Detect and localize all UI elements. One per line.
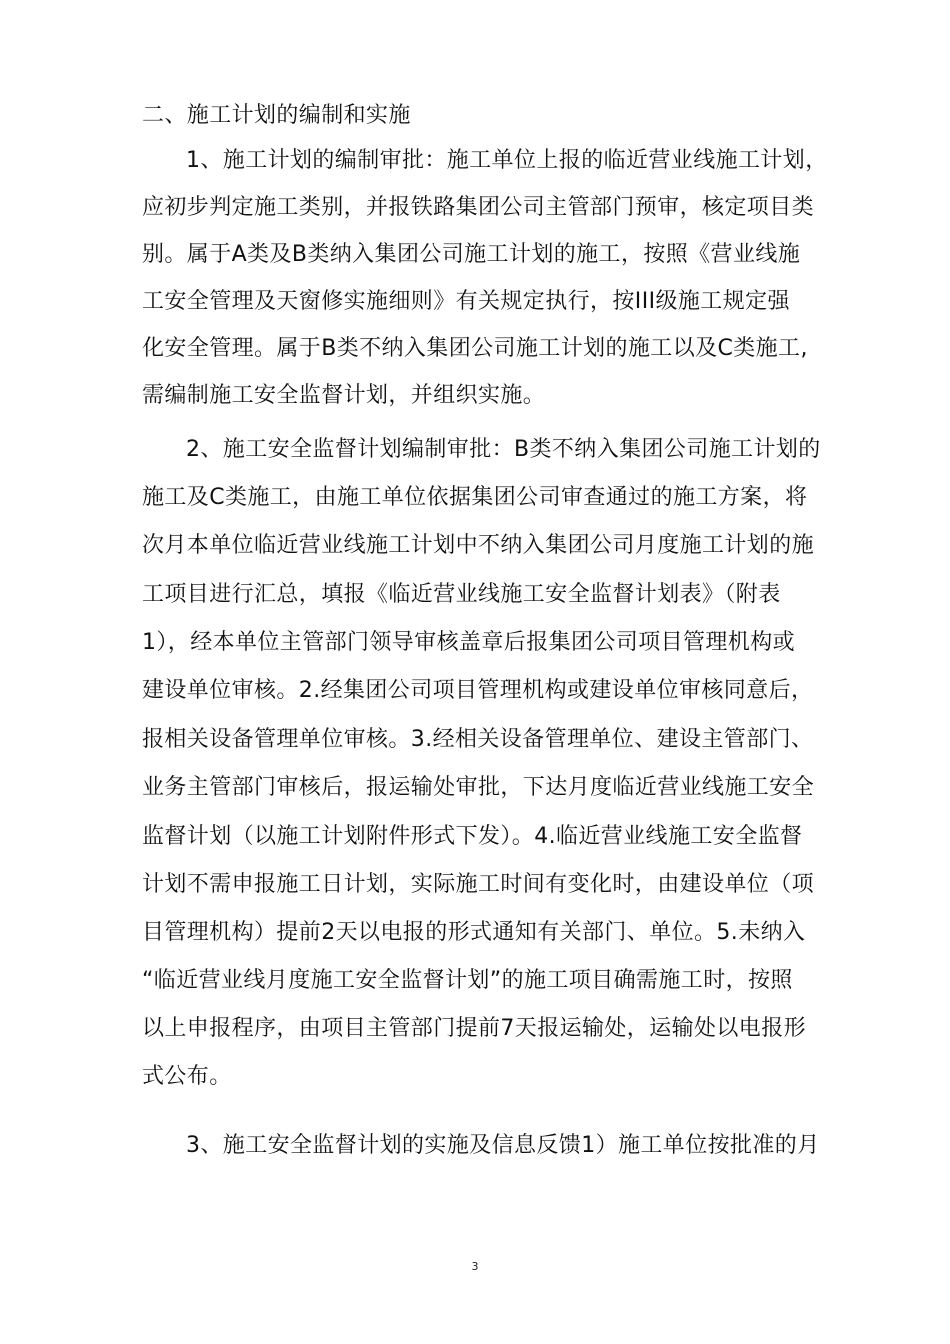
text-line: 目管理机构）提前2天以电报的形式通知有关部门、单位。5.未纳入 xyxy=(142,920,806,945)
section-heading: 二、施工计划的编制和实施 xyxy=(142,103,411,128)
text-line: 工项目进行汇总，填报《临近营业线施工安全监督计划表》（附表 xyxy=(142,582,781,607)
text-line: 化安全管理。属于B类不纳入集团公司施工计划的施工以及C类施工, xyxy=(142,336,808,361)
text-line: 业务主管部门审核后，报运输处审批，下达月度临近营业线施工安全 xyxy=(142,775,815,800)
text-line: 1），经本单位主管部门领导审核盖章后报集团公司项目管理机构或 xyxy=(142,630,795,655)
text-line: “临近营业线月度施工安全监督计划”的施工项目确需施工时，按照 xyxy=(142,968,793,993)
text-line: 别。属于A类及B类纳入集团公司施工计划的施工，按照《营业线施 xyxy=(142,242,801,267)
text-line: 报相关设备管理单位审核。3.经相关设备管理单位、建设主管部门、 xyxy=(142,727,814,752)
text-line: 应初步判定施工类别，并报铁路集团公司主管部门预审，核定项目类 xyxy=(142,195,815,220)
page-number: 3 xyxy=(471,1260,479,1273)
text-line: 次月本单位临近营业线施工计划中不纳入集团公司月度施工计划的施 xyxy=(142,533,815,558)
text-line: 式公布。 xyxy=(142,1064,232,1089)
text-line: 3、施工安全监督计划的实施及信息反馈1）施工单位按批准的月 xyxy=(186,1133,820,1158)
text-line: 以上申报程序，由项目主管部门提前7天报运输处，运输处以电报形 xyxy=(142,1016,806,1041)
text-line: 1、施工计划的编制审批：施工单位上报的临近营业线施工计划， xyxy=(186,148,828,173)
text-line: 工安全管理及天窗修实施细则》有关规定执行，按III级施工规定强 xyxy=(142,289,790,314)
text-line: 2、施工安全监督计划编制审批：B类不纳入集团公司施工计划的 xyxy=(186,437,821,462)
text-line: 施工及C类施工，由施工单位依据集团公司审查通过的施工方案，将 xyxy=(142,485,808,510)
text-line: 监督计划（以施工计划附件形式下发）。4.临近营业线施工安全监督 xyxy=(142,824,803,849)
text-line: 计划不需申报施工日计划，实际施工时间有变化时，由建设单位（项 xyxy=(142,872,815,897)
text-line: 需编制施工安全监督计划，并组织实施。 xyxy=(142,383,546,408)
text-line: 建设单位审核。2.经集团公司项目管理机构或建设单位审核同意后， xyxy=(142,678,814,703)
